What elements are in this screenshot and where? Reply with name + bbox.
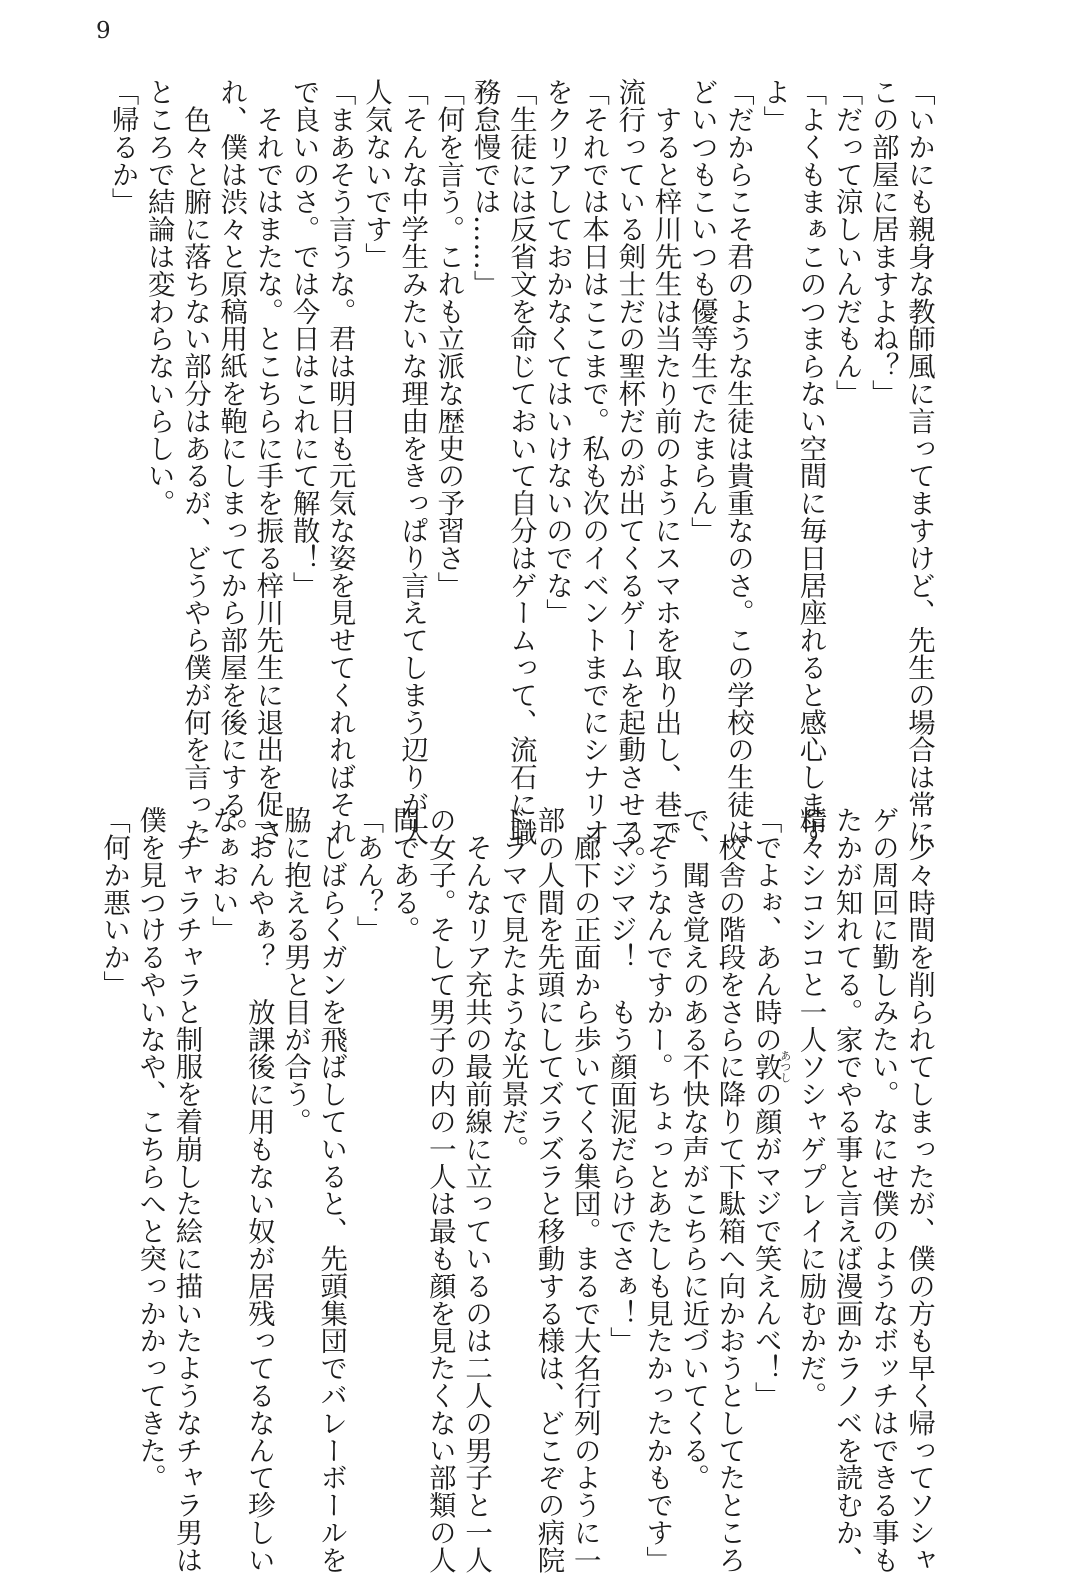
text-line: 「何を言う。これも立派な歴史の予習さ」 [432, 78, 464, 599]
text-line: 「そんな中学生みたいな理由をきっぱり言えてしまう辺りが大 [396, 78, 428, 846]
ruby-annotation: 敦あつし [749, 1049, 792, 1083]
text-line: それではまたな。とこちらに手を振る梓川先生に退出を促さ [251, 78, 283, 846]
text-line: をクリアしておかなくてはいけないのでな」 [540, 78, 572, 626]
text-line: なぁおい」 [206, 806, 238, 943]
text-line: ところで結論は変わらないらしい。 [142, 78, 174, 517]
text-line: 「まあそう言うな。君は明日も元気な姿を見せてくれればそれ [323, 78, 355, 846]
text-line: 流行っている剣士だの聖杯だのが出てくるゲームを起動させる。 [613, 78, 645, 873]
text-line: 「生徒には反省文を命じておいて自分はゲームって、流石に職 [504, 78, 536, 846]
text-line: 「帰るか」 [106, 78, 138, 215]
text-line: 「あん？」 [351, 806, 383, 943]
text-line: 廊下の正面から歩いてくる集団。まるで大名行列のように一 [568, 806, 600, 1573]
text-line: ドラマで見たような光景だ。 [496, 806, 528, 1163]
text-line: 「マジマジ！ もう顔面泥だらけでさぁ！」 [604, 806, 636, 1354]
text-line: 「だからこそ君のような生徒は貴重なのさ。この学校の生徒は [721, 78, 753, 846]
text-segment: の顔がマジで笑えんべ！」 [749, 1080, 781, 1409]
text-line: チャラチャラと制服を着崩した絵に描いたようなチャラ男は [170, 806, 202, 1573]
text-line: 人気ないです」 [359, 78, 391, 270]
text-line: 務怠慢では……」 [468, 78, 500, 298]
text-line: の女子。そして男子の内の一人は最も顔を見たくない部類の人 [423, 806, 455, 1573]
text-block-top [103, 78, 936, 873]
text-line: 少々時間を削られてしまったが、僕の方も早く帰ってソシャ [903, 806, 934, 1573]
text-line: 「いかにも親身な教師風に言ってますけど、先生の場合は常に [903, 78, 934, 846]
text-line: 「何か悪いか」 [98, 806, 130, 998]
text-line: 部の人間を先頭にしてズラズラと移動する様は、どこぞの病院 [532, 806, 564, 1573]
text-line: 「だって涼しいんだもん」 [830, 78, 862, 407]
text-line: で良いのさ。では今日はこれにて解散！」 [287, 78, 319, 599]
text-line: 精々シコシコと一人ソシャゲプレイに励むかだ。 [794, 806, 826, 1409]
text-block-bottom [95, 806, 936, 1573]
text-line: 間である。 [387, 806, 419, 943]
text-line: 「そうなんですかー。ちょっとあたしも見たかったかもです」 [641, 806, 673, 1573]
text-line: 脇に抱える男と目が合う。 [279, 806, 311, 1135]
text-line: で、聞き覚えのある不快な声がこちらに近づいてくる。 [677, 806, 709, 1491]
text-line: この部屋に居ますよね？」 [866, 78, 898, 407]
text-line: どいつもこいつも優等生でたまらん」 [685, 78, 717, 544]
text-line: 校舎の階段をさらに降りて下駄箱へ向かおうとしてたところ [713, 806, 745, 1573]
text-line: そんなリア充共の最前線に立っているのは二人の男子と一人 [460, 806, 492, 1573]
text-line [746, 806, 791, 1506]
text-line: すると梓川先生は当たり前のようにスマホを取り出し、巷で [649, 78, 681, 846]
text-line: たかが知れてる。家でやる事と言えば漫画かラノベを読むか、 [830, 806, 862, 1573]
text-line: 「おんやぁ？ 放課後に用もない奴が居残ってるなんて珍しい [242, 806, 274, 1573]
text-line: れ、僕は渋々と原稿用紙を鞄にしまってから部屋を後にする。 [215, 78, 247, 846]
text-segment: 「でよぉ、あん時の [749, 806, 781, 1053]
text-line: 「よくもまぁこのつまらない空間に毎日居座れると感心します [794, 78, 826, 846]
text-line: ゲの周回に勤しみたい。なにせ僕のようなボッチはできる事も [866, 806, 898, 1573]
text-line: 色々と腑に落ちない部分はあるが、どうやら僕が何を言った [178, 78, 210, 846]
text-line: 僕を見つけるやいなや、こちらへと突っかかってきた。 [134, 806, 166, 1491]
text-line: しばらくガンを飛ばしていると、先頭集団でバレーボールを [315, 806, 347, 1573]
text-line: 「それでは本日はここまで。私も次のイベントまでにシナリオ [577, 78, 609, 846]
page-number: 9 [96, 18, 111, 44]
text-line: よ」 [758, 78, 790, 133]
